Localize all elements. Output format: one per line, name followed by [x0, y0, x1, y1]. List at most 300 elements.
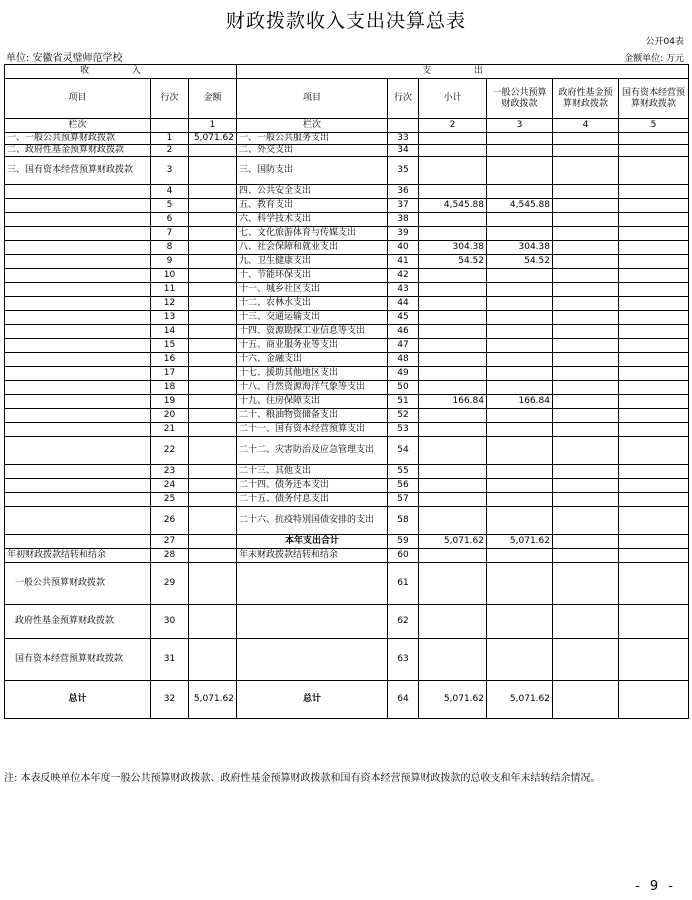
- cell-empty: [553, 381, 619, 395]
- col-number-5: 5: [619, 119, 689, 133]
- cell-ri: 二十六、抗疫特别国债安排的支出: [237, 507, 388, 535]
- cell-rn: 42: [388, 269, 419, 283]
- cell-sub: [419, 423, 487, 437]
- cell-sub: [419, 339, 487, 353]
- cell-sub: [419, 227, 487, 241]
- cell-ri: 十二、农林水支出: [237, 297, 388, 311]
- cell-li: [5, 465, 151, 479]
- cell-empty: [553, 605, 619, 639]
- table-row: [5, 549, 689, 563]
- cell-li: [5, 493, 151, 507]
- cell-ri: 十九、住房保障支出: [237, 395, 388, 409]
- cell-sub: [419, 493, 487, 507]
- cell-empty: [619, 185, 689, 199]
- cell-empty: [553, 297, 619, 311]
- cell-empty: [553, 535, 619, 549]
- cell-ri: 一、一般公共服务支出: [237, 133, 388, 145]
- cell-empty: [553, 493, 619, 507]
- finance-table: [4, 64, 689, 719]
- cell-empty: [619, 325, 689, 339]
- cell-amt: [189, 269, 237, 283]
- cell-li: [5, 395, 151, 409]
- cell-empty: [553, 681, 619, 719]
- cell-empty: [553, 479, 619, 493]
- table-row: [5, 493, 689, 507]
- cell-amt: 5,071.62: [189, 133, 237, 145]
- cell-gen: [487, 339, 553, 353]
- report-title: 财政拨款收入支出决算总表: [225, 10, 466, 32]
- cell-amt: [189, 297, 237, 311]
- cell-ln: 23: [151, 465, 189, 479]
- cell-gen: [487, 563, 553, 605]
- cell-ri: 四、公共安全支出: [237, 185, 388, 199]
- cell-li: 一般公共预算财政拨款: [5, 563, 151, 605]
- col-label-empty: [151, 119, 189, 133]
- cell-sub: [419, 311, 487, 325]
- table-row: [5, 297, 689, 311]
- cell-gen: [487, 479, 553, 493]
- cell-sub: [419, 437, 487, 465]
- cell-empty: [619, 133, 689, 145]
- col-label-empty: [388, 119, 419, 133]
- cell-amt: [189, 311, 237, 325]
- cell-rn: 58: [388, 507, 419, 535]
- cell-rn: 53: [388, 423, 419, 437]
- cell-ln: 27: [151, 535, 189, 549]
- cell-rn: 43: [388, 283, 419, 297]
- cell-empty: [553, 325, 619, 339]
- cell-gen: [487, 353, 553, 367]
- expense-line-header: 行次: [388, 79, 419, 119]
- cell-li: [5, 297, 151, 311]
- cell-ln: 24: [151, 479, 189, 493]
- cell-ln: 15: [151, 339, 189, 353]
- cell-rn: 33: [388, 133, 419, 145]
- cell-gen: [487, 367, 553, 381]
- cell-gen: [487, 605, 553, 639]
- table-row: [5, 367, 689, 381]
- cell-empty: [553, 549, 619, 563]
- expense-header: 支 出: [237, 65, 689, 79]
- cell-li: [5, 437, 151, 465]
- cell-ln: 30: [151, 605, 189, 639]
- table-row: [5, 409, 689, 423]
- cell-li: [5, 269, 151, 283]
- cell-gen: [487, 423, 553, 437]
- cell-li: [5, 185, 151, 199]
- cell-rn: 50: [388, 381, 419, 395]
- cell-rn: 41: [388, 255, 419, 269]
- cell-sub: [419, 269, 487, 283]
- table-row: [5, 465, 689, 479]
- cell-empty: [553, 507, 619, 535]
- cell-li: [5, 227, 151, 241]
- col-number-4: 4: [553, 119, 619, 133]
- cell-sub: [419, 639, 487, 681]
- cell-rn: 57: [388, 493, 419, 507]
- cell-empty: [619, 479, 689, 493]
- cell-sub: [419, 605, 487, 639]
- table-row: [5, 639, 689, 681]
- money-unit: 金额单位: 万元: [624, 54, 684, 64]
- cell-ln: 26: [151, 507, 189, 535]
- cell-ln: 12: [151, 297, 189, 311]
- cell-ri: 三、国防支出: [237, 157, 388, 185]
- cell-amt: [189, 339, 237, 353]
- table-row: [5, 437, 689, 465]
- cell-amt: [189, 465, 237, 479]
- cell-sub: [419, 213, 487, 227]
- cell-li: [5, 409, 151, 423]
- cell-ln: 25: [151, 493, 189, 507]
- cell-li: [5, 283, 151, 297]
- table-row: [5, 199, 689, 213]
- cell-sub: [419, 465, 487, 479]
- cell-li: [5, 535, 151, 549]
- cell-rn: 47: [388, 339, 419, 353]
- cell-ln: 18: [151, 381, 189, 395]
- cell-rn: 40: [388, 241, 419, 255]
- cell-ln: 5: [151, 199, 189, 213]
- cell-rn: 48: [388, 353, 419, 367]
- cell-rn: 51: [388, 395, 419, 409]
- cell-ln: 10: [151, 269, 189, 283]
- footnote: 注: 本表反映单位本年度一般公共预算财政拨款、政府性基金预算财政拨款和国有资本经营预算财政拨款的总收支和年末结转结余情况。: [4, 773, 601, 784]
- cell-empty: [553, 199, 619, 213]
- cell-rn: 61: [388, 563, 419, 605]
- page-number: - 9 -: [635, 879, 676, 894]
- cell-empty: [553, 213, 619, 227]
- income-line-header: 行次: [151, 79, 189, 119]
- cell-empty: [619, 437, 689, 465]
- col-number-2: 2: [419, 119, 487, 133]
- cell-empty: [553, 353, 619, 367]
- cell-gen: [487, 639, 553, 681]
- cell-empty: [553, 145, 619, 157]
- cell-empty: [619, 241, 689, 255]
- general-budget-header: 一般公共预算财政拨款: [487, 79, 553, 119]
- cell-gen: [487, 297, 553, 311]
- table-row: [5, 185, 689, 199]
- cell-ln: 11: [151, 283, 189, 297]
- cell-ln: 6: [151, 213, 189, 227]
- cell-empty: [619, 283, 689, 297]
- cell-gen: 304.38: [487, 241, 553, 255]
- cell-ln: 3: [151, 157, 189, 185]
- cell-ri: 本年支出合计: [237, 535, 388, 549]
- table-row: [5, 133, 689, 145]
- cell-gen: [487, 381, 553, 395]
- cell-li: [5, 367, 151, 381]
- cell-li: 国有资本经营预算财政拨款: [5, 639, 151, 681]
- cell-sub: [419, 283, 487, 297]
- cell-empty: [619, 145, 689, 157]
- cell-gen: [487, 311, 553, 325]
- cell-amt: [189, 325, 237, 339]
- cell-ri: 二十一、国有资本经营预算支出: [237, 423, 388, 437]
- cell-gen: [487, 133, 553, 145]
- cell-ri: 十四、资源勘探工业信息等支出: [237, 325, 388, 339]
- cell-amt: [189, 563, 237, 605]
- cell-empty: [619, 213, 689, 227]
- cell-ri: 五、教育支出: [237, 199, 388, 213]
- table-row: [5, 213, 689, 227]
- cell-sub: 54.52: [419, 255, 487, 269]
- cell-ri: 总计: [237, 681, 388, 719]
- cell-ri: 二十二、灾害防治及应急管理支出: [237, 437, 388, 465]
- cell-ln: 4: [151, 185, 189, 199]
- cell-ln: 1: [151, 133, 189, 145]
- cell-amt: [189, 283, 237, 297]
- cell-rn: 36: [388, 185, 419, 199]
- cell-empty: [619, 311, 689, 325]
- table-row: [5, 255, 689, 269]
- cell-ln: 16: [151, 353, 189, 367]
- cell-empty: [553, 367, 619, 381]
- col-number-1: 1: [189, 119, 237, 133]
- cell-amt: [189, 535, 237, 549]
- cell-empty: [553, 269, 619, 283]
- cell-rn: 63: [388, 639, 419, 681]
- cell-empty: [619, 493, 689, 507]
- cell-sub: [419, 563, 487, 605]
- table-row: [5, 535, 689, 549]
- cell-empty: [619, 297, 689, 311]
- cell-ri: 二十四、债务还本支出: [237, 479, 388, 493]
- cell-ln: 20: [151, 409, 189, 423]
- cell-ri: 二十三、其他支出: [237, 465, 388, 479]
- cell-li: 三、国有资本经营预算财政拨款: [5, 157, 151, 185]
- cell-ln: 9: [151, 255, 189, 269]
- cell-empty: [619, 423, 689, 437]
- cell-ri: 二、外交支出: [237, 145, 388, 157]
- cell-ri: [237, 605, 388, 639]
- table-body: [5, 133, 689, 719]
- cell-gen: 166.84: [487, 395, 553, 409]
- cell-amt: [189, 353, 237, 367]
- cell-ln: 8: [151, 241, 189, 255]
- cell-rn: 38: [388, 213, 419, 227]
- cell-empty: [619, 639, 689, 681]
- cell-sub: [419, 157, 487, 185]
- cell-rn: 37: [388, 199, 419, 213]
- cell-ri: 十一、城乡社区支出: [237, 283, 388, 297]
- cell-empty: [553, 227, 619, 241]
- cell-amt: [189, 199, 237, 213]
- cell-amt: [189, 381, 237, 395]
- cell-amt: [189, 507, 237, 535]
- table-row: [5, 395, 689, 409]
- cell-rn: 59: [388, 535, 419, 549]
- table-row: [5, 227, 689, 241]
- cell-amt: [189, 605, 237, 639]
- cell-rn: 52: [388, 409, 419, 423]
- cell-empty: [619, 507, 689, 535]
- table-row: [5, 325, 689, 339]
- cell-sub: [419, 409, 487, 423]
- cell-li: [5, 353, 151, 367]
- table-row: [5, 381, 689, 395]
- cell-amt: [189, 493, 237, 507]
- cell-ln: 19: [151, 395, 189, 409]
- cell-amt: [189, 213, 237, 227]
- cell-li: [5, 241, 151, 255]
- cell-gen: [487, 493, 553, 507]
- cell-ln: 7: [151, 227, 189, 241]
- cell-amt: [189, 549, 237, 563]
- cell-li: [5, 423, 151, 437]
- table-row: [5, 605, 689, 639]
- cell-empty: [619, 269, 689, 283]
- cell-gen: [487, 409, 553, 423]
- cell-li: 一、一般公共预算财政拨款: [5, 133, 151, 145]
- cell-ln: 22: [151, 437, 189, 465]
- cell-gen: [487, 145, 553, 157]
- state-capital-header: 国有资本经营预算财政拨款: [619, 79, 689, 119]
- report-code: 公开04表: [645, 37, 684, 47]
- income-item-header: 项目: [5, 79, 151, 119]
- cell-rn: 46: [388, 325, 419, 339]
- table-row: [5, 145, 689, 157]
- cell-rn: 44: [388, 297, 419, 311]
- cell-gen: [487, 325, 553, 339]
- table-row: [5, 269, 689, 283]
- cell-ln: 32: [151, 681, 189, 719]
- expense-item-header: 项目: [237, 79, 388, 119]
- cell-gen: [487, 269, 553, 283]
- cell-ri: 十三、交通运输支出: [237, 311, 388, 325]
- cell-empty: [619, 353, 689, 367]
- cell-ri: 十六、金融支出: [237, 353, 388, 367]
- cell-li: [5, 199, 151, 213]
- table-row: [5, 507, 689, 535]
- col-label-left: 栏次: [5, 119, 151, 133]
- cell-sub: 304.38: [419, 241, 487, 255]
- col-label-right: 栏次: [237, 119, 388, 133]
- cell-li: [5, 255, 151, 269]
- cell-ri: 十、节能环保支出: [237, 269, 388, 283]
- cell-amt: [189, 409, 237, 423]
- cell-gen: [487, 465, 553, 479]
- cell-sub: [419, 353, 487, 367]
- cell-amt: [189, 367, 237, 381]
- cell-amt: [189, 255, 237, 269]
- cell-empty: [553, 283, 619, 297]
- cell-sub: 5,071.62: [419, 535, 487, 549]
- cell-empty: [619, 255, 689, 269]
- cell-li: [5, 507, 151, 535]
- cell-li: 总计: [5, 681, 151, 719]
- cell-empty: [553, 409, 619, 423]
- cell-sub: 166.84: [419, 395, 487, 409]
- cell-ln: 17: [151, 367, 189, 381]
- cell-li: [5, 213, 151, 227]
- cell-amt: 5,071.62: [189, 681, 237, 719]
- cell-sub: [419, 325, 487, 339]
- cell-sub: [419, 145, 487, 157]
- cell-li: [5, 381, 151, 395]
- cell-rn: 45: [388, 311, 419, 325]
- cell-empty: [553, 157, 619, 185]
- cell-rn: 64: [388, 681, 419, 719]
- cell-empty: [553, 465, 619, 479]
- cell-amt: [189, 639, 237, 681]
- cell-amt: [189, 437, 237, 465]
- table-row: [5, 157, 689, 185]
- cell-empty: [619, 549, 689, 563]
- table-row: [5, 339, 689, 353]
- cell-empty: [619, 605, 689, 639]
- cell-li: [5, 479, 151, 493]
- cell-ri: 十七、援助其他地区支出: [237, 367, 388, 381]
- cell-ln: 29: [151, 563, 189, 605]
- table-row: [5, 479, 689, 493]
- cell-li: 政府性基金预算财政拨款: [5, 605, 151, 639]
- cell-ri: 年末财政拨款结转和结余: [237, 549, 388, 563]
- cell-li: 年初财政拨款结转和结余: [5, 549, 151, 563]
- cell-gen: 4,545.88: [487, 199, 553, 213]
- cell-gen: 5,071.62: [487, 681, 553, 719]
- cell-gen: [487, 185, 553, 199]
- cell-sub: [419, 297, 487, 311]
- cell-li: [5, 339, 151, 353]
- cell-empty: [553, 255, 619, 269]
- cell-empty: [619, 535, 689, 549]
- cell-empty: [619, 199, 689, 213]
- cell-ln: 13: [151, 311, 189, 325]
- cell-gen: [487, 437, 553, 465]
- cell-amt: [189, 479, 237, 493]
- cell-gen: [487, 549, 553, 563]
- cell-sub: [419, 507, 487, 535]
- cell-li: [5, 325, 151, 339]
- cell-amt: [189, 423, 237, 437]
- table-row: [5, 353, 689, 367]
- cell-sub: [419, 549, 487, 563]
- cell-rn: 35: [388, 157, 419, 185]
- cell-ri: 九、卫生健康支出: [237, 255, 388, 269]
- cell-empty: [619, 395, 689, 409]
- cell-empty: [619, 409, 689, 423]
- cell-gen: [487, 213, 553, 227]
- cell-rn: 55: [388, 465, 419, 479]
- cell-ri: 二十五、债务付息支出: [237, 493, 388, 507]
- cell-ri: 十八、自然资源海洋气象等支出: [237, 381, 388, 395]
- cell-amt: [189, 145, 237, 157]
- cell-amt: [189, 227, 237, 241]
- cell-empty: [553, 311, 619, 325]
- cell-li: [5, 311, 151, 325]
- table-row: [5, 423, 689, 437]
- cell-ri: 七、文化旅游体育与传媒支出: [237, 227, 388, 241]
- cell-empty: [553, 185, 619, 199]
- cell-empty: [553, 563, 619, 605]
- cell-empty: [619, 367, 689, 381]
- table-row: [5, 241, 689, 255]
- subtotal-header: 小计: [419, 79, 487, 119]
- cell-ln: 31: [151, 639, 189, 681]
- cell-ri: [237, 639, 388, 681]
- cell-gen: [487, 227, 553, 241]
- cell-empty: [553, 339, 619, 353]
- cell-gen: [487, 283, 553, 297]
- gov-fund-header: 政府性基金预算财政拨款: [553, 79, 619, 119]
- cell-rn: 54: [388, 437, 419, 465]
- income-amount-header: 金额: [189, 79, 237, 119]
- cell-sub: [419, 367, 487, 381]
- cell-ln: 28: [151, 549, 189, 563]
- cell-ri: 十五、商业服务业等支出: [237, 339, 388, 353]
